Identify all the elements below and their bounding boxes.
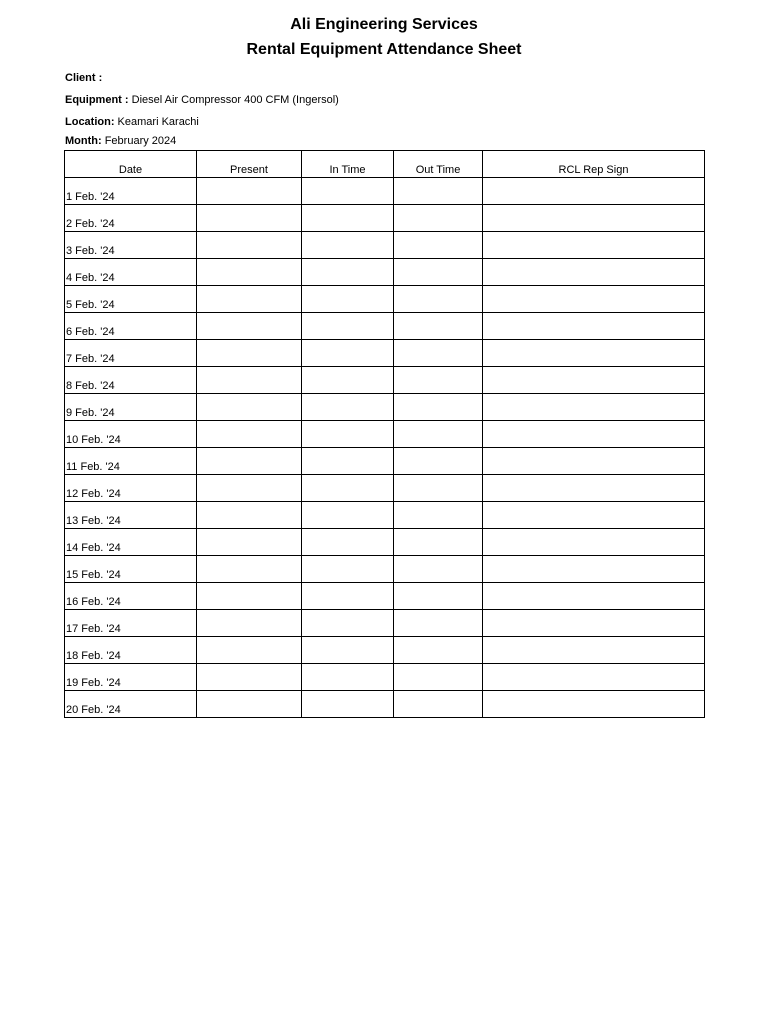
out-time-cell (394, 583, 483, 610)
date-cell: 11 Feb. '24 (65, 448, 197, 475)
out-time-cell (394, 340, 483, 367)
out-time-cell (394, 610, 483, 637)
rcl-rep-sign-cell (483, 664, 705, 691)
present-cell (197, 556, 302, 583)
date-cell: 9 Feb. '24 (65, 394, 197, 421)
out-time-cell (394, 691, 483, 718)
present-cell (197, 529, 302, 556)
sheet-title: Rental Equipment Attendance Sheet (246, 41, 522, 58)
in-time-cell (302, 259, 394, 286)
date-cell: 16 Feb. '24 (65, 583, 197, 610)
in-time-cell (302, 610, 394, 637)
table-header-row (65, 151, 705, 178)
present-cell (197, 610, 302, 637)
equipment-line (65, 93, 339, 107)
rcl-rep-sign-cell (483, 421, 705, 448)
out-time-cell (394, 637, 483, 664)
table-row (65, 313, 705, 340)
in-time-cell (302, 448, 394, 475)
date-cell: 3 Feb. '24 (65, 232, 197, 259)
table-row (65, 556, 705, 583)
table-row (65, 691, 705, 718)
date-cell: 15 Feb. '24 (65, 556, 197, 583)
in-time-cell (302, 502, 394, 529)
out-time-cell (394, 421, 483, 448)
date-cell: 8 Feb. '24 (65, 367, 197, 394)
table-body (65, 178, 705, 718)
present-cell (197, 340, 302, 367)
table-row (65, 664, 705, 691)
rcl-rep-sign-cell (483, 583, 705, 610)
column-header-in-time: In Time (302, 151, 394, 178)
present-cell (197, 178, 302, 205)
rcl-rep-sign-cell (483, 232, 705, 259)
in-time-cell (302, 313, 394, 340)
table-row (65, 475, 705, 502)
table-row (65, 259, 705, 286)
date-cell: 17 Feb. '24 (65, 610, 197, 637)
out-time-cell (394, 502, 483, 529)
out-time-cell (394, 367, 483, 394)
equipment-value: Diesel Air Compressor 400 CFM (Ingersol) (128, 94, 339, 106)
in-time-cell (302, 664, 394, 691)
out-time-cell (394, 448, 483, 475)
column-header-present: Present (197, 151, 302, 178)
out-time-cell (394, 556, 483, 583)
table-row (65, 367, 705, 394)
month-line (65, 134, 176, 148)
rcl-rep-sign-cell (483, 637, 705, 664)
table-row (65, 583, 705, 610)
attendance-table (64, 150, 705, 718)
column-header-rcl-rep-sign: RCL Rep Sign (483, 151, 705, 178)
table-row (65, 394, 705, 421)
table-row (65, 610, 705, 637)
table-row (65, 448, 705, 475)
date-cell: 19 Feb. '24 (65, 664, 197, 691)
in-time-cell (302, 205, 394, 232)
rcl-rep-sign-cell (483, 259, 705, 286)
rcl-rep-sign-cell (483, 475, 705, 502)
rcl-rep-sign-cell (483, 286, 705, 313)
present-cell (197, 286, 302, 313)
present-cell (197, 259, 302, 286)
in-time-cell (302, 691, 394, 718)
table-row (65, 232, 705, 259)
table-row (65, 178, 705, 205)
table-row (65, 502, 705, 529)
location-value: Keamari Karachi (114, 116, 199, 128)
month-label: Month: (65, 135, 102, 147)
rcl-rep-sign-cell (483, 448, 705, 475)
in-time-cell (302, 583, 394, 610)
column-header-date: Date (65, 151, 197, 178)
date-cell: 7 Feb. '24 (65, 340, 197, 367)
rcl-rep-sign-cell (483, 205, 705, 232)
table-row (65, 286, 705, 313)
present-cell (197, 475, 302, 502)
present-cell (197, 583, 302, 610)
location-line (65, 115, 199, 129)
present-cell (197, 448, 302, 475)
table-row (65, 205, 705, 232)
date-cell: 1 Feb. '24 (65, 178, 197, 205)
month-value: February 2024 (101, 135, 177, 147)
out-time-cell (394, 259, 483, 286)
date-cell: 6 Feb. '24 (65, 313, 197, 340)
in-time-cell (302, 367, 394, 394)
present-cell (197, 664, 302, 691)
date-cell: 4 Feb. '24 (65, 259, 197, 286)
rcl-rep-sign-cell (483, 691, 705, 718)
out-time-cell (394, 313, 483, 340)
rcl-rep-sign-cell (483, 178, 705, 205)
in-time-cell (302, 556, 394, 583)
out-time-cell (394, 205, 483, 232)
in-time-cell (302, 637, 394, 664)
present-cell (197, 637, 302, 664)
date-cell: 13 Feb. '24 (65, 502, 197, 529)
date-cell: 2 Feb. '24 (65, 205, 197, 232)
rcl-rep-sign-cell (483, 313, 705, 340)
table-row (65, 637, 705, 664)
in-time-cell (302, 286, 394, 313)
date-cell: 5 Feb. '24 (65, 286, 197, 313)
date-cell: 12 Feb. '24 (65, 475, 197, 502)
rcl-rep-sign-cell (483, 610, 705, 637)
in-time-cell (302, 394, 394, 421)
column-header-out-time: Out Time (394, 151, 483, 178)
location-label: Location: (65, 116, 115, 128)
present-cell (197, 205, 302, 232)
in-time-cell (302, 340, 394, 367)
date-cell: 18 Feb. '24 (65, 637, 197, 664)
out-time-cell (394, 475, 483, 502)
client-label: Client : (65, 72, 103, 84)
rcl-rep-sign-cell (483, 529, 705, 556)
in-time-cell (302, 178, 394, 205)
present-cell (197, 421, 302, 448)
client-line (65, 71, 102, 85)
rcl-rep-sign-cell (483, 394, 705, 421)
date-cell: 20 Feb. '24 (65, 691, 197, 718)
out-time-cell (394, 286, 483, 313)
out-time-cell (394, 232, 483, 259)
company-name: Ali Engineering Services (290, 16, 478, 33)
out-time-cell (394, 664, 483, 691)
table-row (65, 340, 705, 367)
rcl-rep-sign-cell (483, 367, 705, 394)
present-cell (197, 691, 302, 718)
out-time-cell (394, 529, 483, 556)
out-time-cell (394, 178, 483, 205)
in-time-cell (302, 475, 394, 502)
date-cell: 10 Feb. '24 (65, 421, 197, 448)
in-time-cell (302, 421, 394, 448)
in-time-cell (302, 232, 394, 259)
rcl-rep-sign-cell (483, 556, 705, 583)
present-cell (197, 313, 302, 340)
table-row (65, 529, 705, 556)
present-cell (197, 232, 302, 259)
rcl-rep-sign-cell (483, 502, 705, 529)
in-time-cell (302, 529, 394, 556)
table-row (65, 421, 705, 448)
rcl-rep-sign-cell (483, 340, 705, 367)
equipment-label: Equipment : (65, 94, 129, 106)
present-cell (197, 502, 302, 529)
present-cell (197, 394, 302, 421)
date-cell: 14 Feb. '24 (65, 529, 197, 556)
present-cell (197, 367, 302, 394)
out-time-cell (394, 394, 483, 421)
